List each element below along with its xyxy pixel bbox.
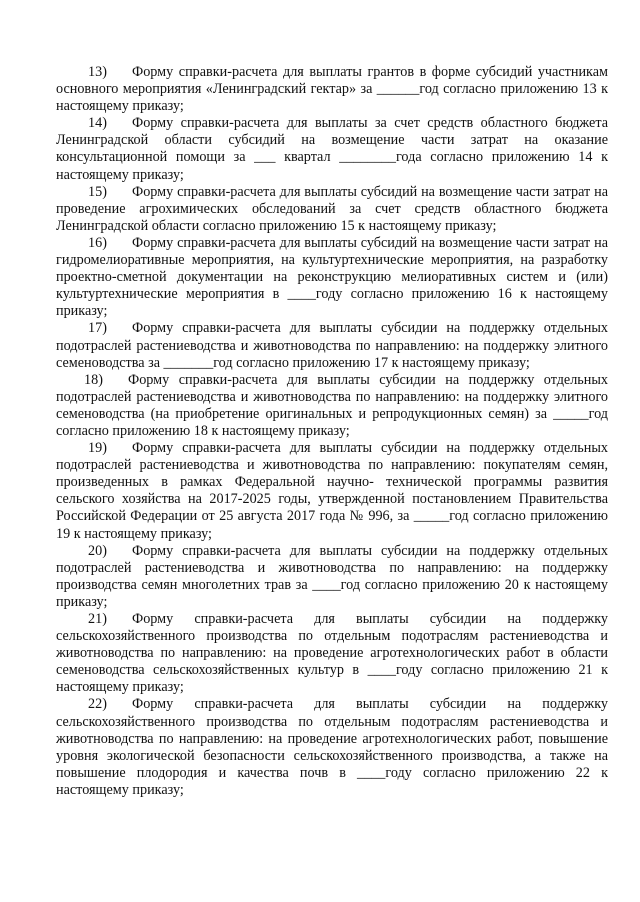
item-text: Форму справки-расчета для выплаты субсидии на поддержку отдельных подотраслей растениеводства и животноводства по направлению: покупателям семян, произведенных в рамках Федеральной научно- технической программы развития сельского хозяйства на 2017-2025 годы, утвержденной постановлением Правительства Российской Федерации от 25 августа 2017 года № 996, за _____год согласно приложению 19 к настоящему приказу;: [56, 440, 608, 542]
item-number: 18): [84, 371, 103, 388]
list-item: [56, 611, 608, 696]
list-item: [56, 696, 608, 799]
item-text: Форму справки-расчета для выплаты субсидии на поддержку отдельных подотраслей растениеводства и животноводства по направлению: на поддержку производства семян многолетних трав за ____год согласно приложению 20 к настоящему приказу;: [56, 542, 608, 610]
list-item: [56, 184, 608, 235]
item-text: Форму справки-расчета для выплаты субсидии на поддержку сельскохозяйственного производства по отдельным подотраслям растениеводства и животноводства по направлению: на проведение агротехнологических работ, повышение уровня экологической безопасности сельскохозяйственного производства, а также на повышение плодородия и качества почв в ____году согласно приложению 22 к настоящему приказу;: [56, 696, 608, 798]
item-number: 22): [88, 696, 107, 713]
document-page: [56, 64, 608, 799]
list-item: [56, 440, 608, 543]
list-item: [56, 320, 608, 371]
item-text: Форму справки-расчета для выплаты грантов в форме субсидий участникам основного мероприятия «Ленинградский гектар» за ______год согласно приложению 13 к настоящему приказу;: [56, 64, 608, 115]
item-number: 21): [88, 611, 107, 627]
item-number: 13): [88, 64, 107, 80]
item-text: Форму справки-расчета для выплаты субсидии на поддержку сельскохозяйственного производства по отдельным подотраслям растениеводства и животноводства по направлению: на проведение агротехнологических работ в области семеноводства сельскохозяйственных культур в ____году согласно приложению 21 к настоящему приказу;: [56, 611, 608, 696]
item-number: 19): [88, 440, 107, 457]
item-text: Форму справки-расчета для выплаты субсидии на поддержку отдельных подотраслей растениеводства и животноводства по направлению: на поддержку элитного семеноводства за _______год согласно приложению 17 к настоящему приказу;: [56, 320, 608, 371]
list-item: [56, 64, 608, 115]
item-text: Форму справки-расчета для выплаты субсидий на возмещение части затрат на проведение агрохимических обследований за счет средств областного бюджета Ленинградской области согласно приложению 15 к настоящему приказу;: [56, 183, 608, 234]
item-number: 15): [88, 183, 107, 200]
item-text: Форму справки-расчета для выплаты за счет средств областного бюджета Ленинградской области субсидий на возмещение части затрат на оказание консультационной помощи за ___ квартал ________года согласно приложению 14 к настоящему приказу;: [56, 115, 608, 183]
list-item: [56, 372, 608, 440]
item-number: 16): [88, 234, 107, 251]
item-number: 14): [88, 115, 107, 132]
list-item: [56, 115, 608, 183]
item-text: Форму справки-расчета для выплаты субсидий на возмещение части затрат на гидромелиоративные мероприятия, на культуртехнические мероприятия, на разработку проектно-сметной документации на реконструкцию мелиоративных систем и (или) культуртехнические мероприятия в ____году согласно приложению 16 к настоящему приказу;: [56, 234, 608, 320]
item-number: 20): [88, 542, 107, 559]
item-number: 17): [88, 320, 107, 337]
item-text: Форму справки-расчета для выплаты субсидии на поддержку отдельных подотраслей растениеводства и животноводства по направлению: на поддержку элитного семеноводства (на приобретение оригинальных и репродукционных семян) за _____год согласно приложению 18 к настоящему приказу;: [56, 371, 608, 439]
list-item: [56, 235, 608, 320]
list-item: [56, 543, 608, 611]
